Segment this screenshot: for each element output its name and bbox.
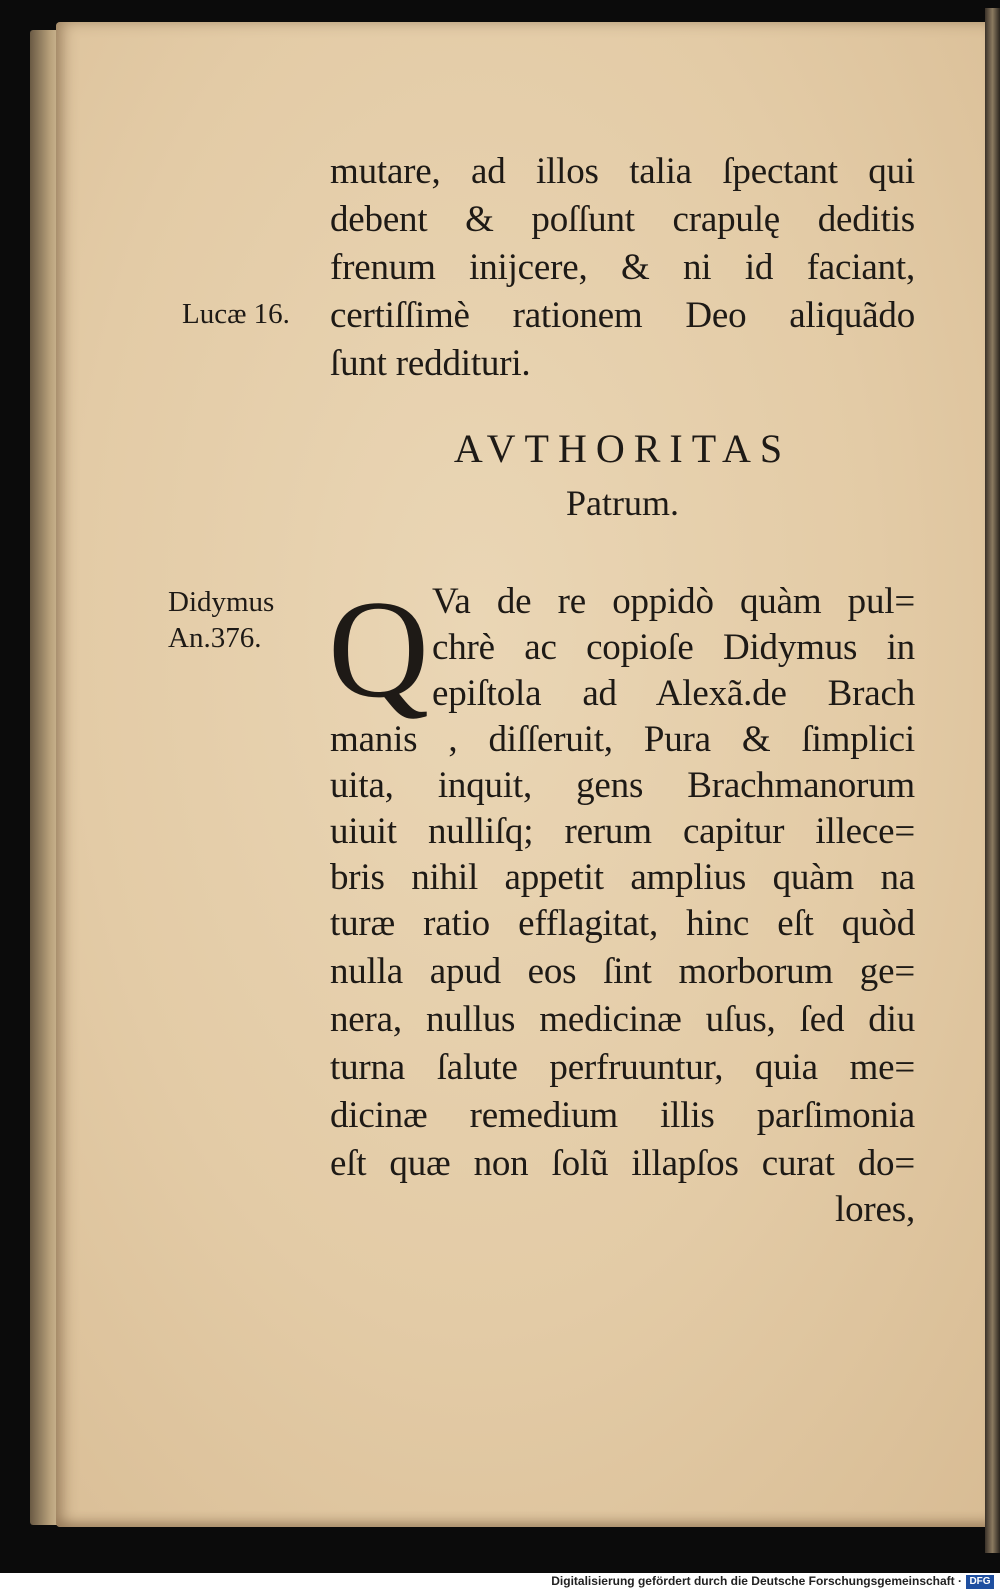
text-line: certiſſimè rationem Deo aliquãdo [330,295,915,336]
text-line: nulla apud eos ſint morborum ge= [330,951,915,992]
dfg-logo-icon: DFG [966,1575,994,1589]
text-line: mutare, ad illos talia ſpectant qui [330,151,915,192]
text-line: debent & poſſunt crapulę deditis [330,199,915,240]
catchword: lores, [835,1189,915,1230]
margin-note-year: An.376. [168,622,262,654]
text-line: eſt quæ non ſolũ illapſos curat do= [330,1143,915,1184]
text-line: Va de re oppidò quàm pul= [432,581,915,622]
text-line: uiuit nulliſq; rerum capitur illece= [330,811,915,852]
text-line: dicinæ remedium illis parſimonia [330,1095,915,1136]
book-right-edge [985,8,1000,1553]
footer-credit: Digitalisierung gefördert durch die Deutsche Forschungsgemeinschaft · [551,1574,962,1588]
text-line: bris nihil appetit amplius quàm na [330,857,915,898]
drop-cap: Q [328,572,430,727]
text-line: turæ ratio efflagitat, hinc eſt quòd [330,903,915,944]
text-line: epiſtola ad Alexã.de Brach [432,673,915,714]
text-line: frenum inijcere, & ni id faciant, [330,247,915,288]
text-line: manis , diſſeruit, Pura & ſimplici [330,719,915,760]
text-line: turna ſalute perfruuntur, quia me= [330,1047,915,1088]
text-line: chrè ac copioſe Didymus in [432,627,915,668]
text-line: uita, inquit, gens Brachmanorum [330,765,915,806]
margin-note-lucae: Lucæ 16. [182,298,290,330]
text-line: nera, nullus medicinæ uſus, ſed diu [330,999,915,1040]
section-heading: AVTHORITAS [453,426,792,471]
text-line: ſunt reddituri. [330,343,531,384]
section-subheading: Patrum. [566,483,679,523]
margin-note-didymus: Didymus [168,586,275,618]
